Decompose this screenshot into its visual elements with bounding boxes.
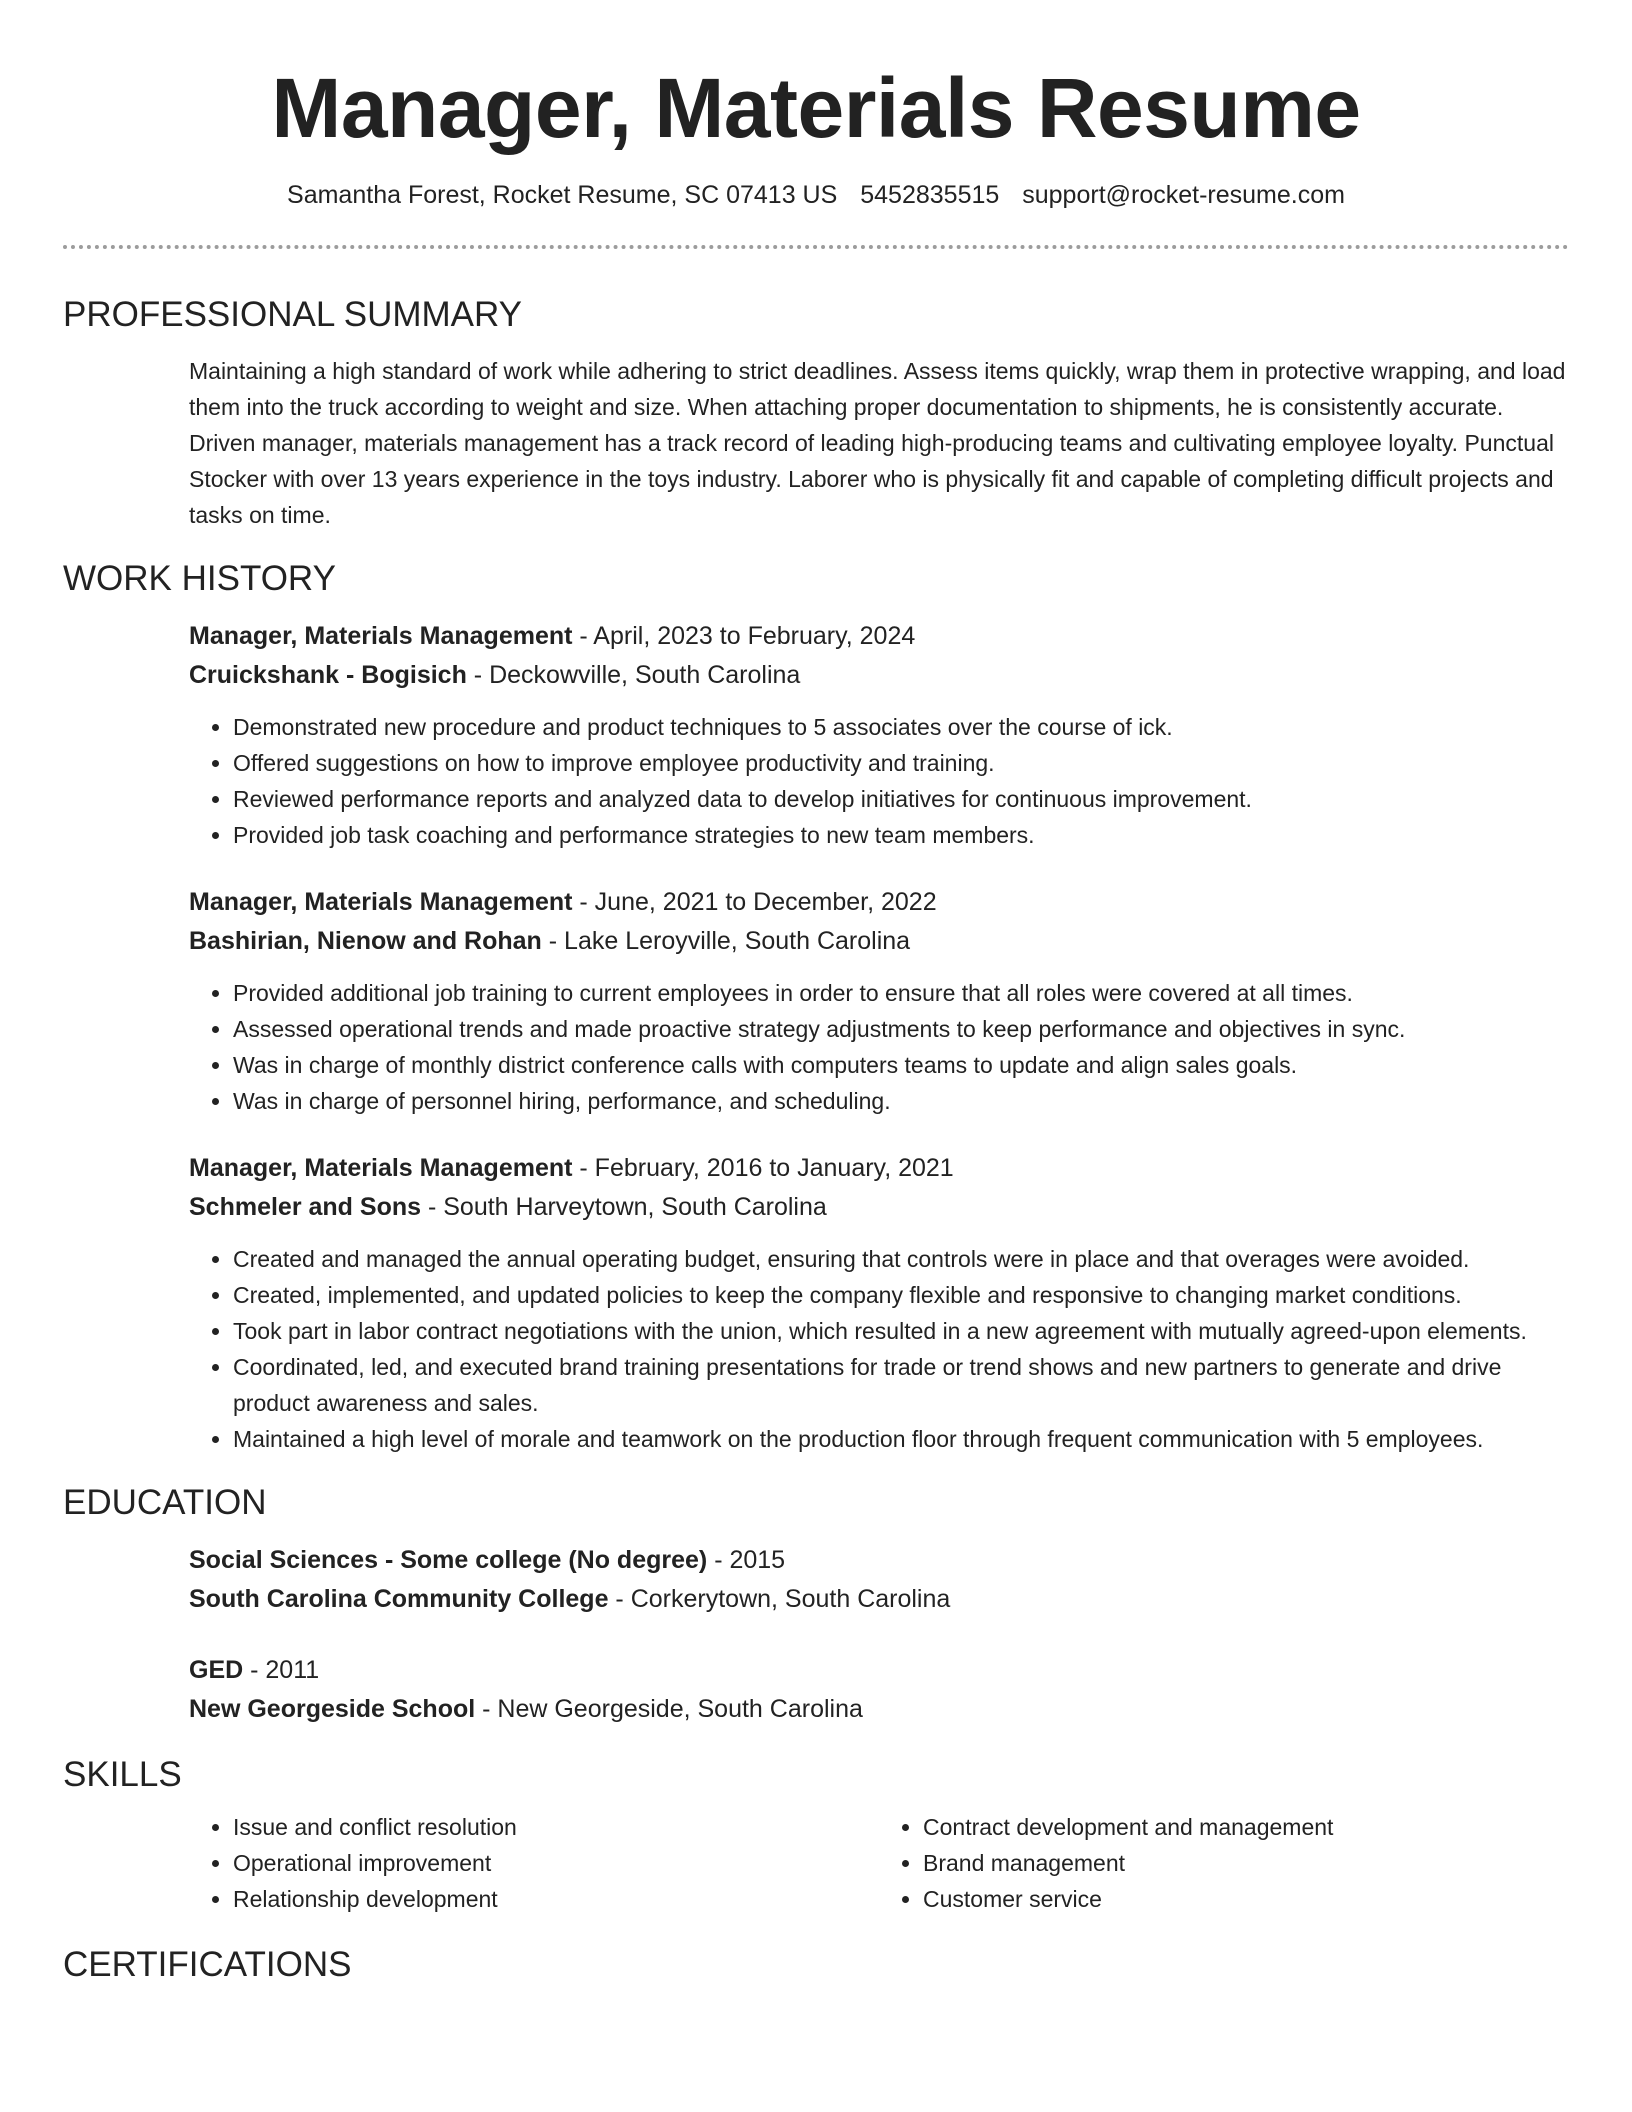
job-location: - Deckowville, South Carolina [466, 661, 801, 689]
list-item: • Assessed operational trends and made proactive strategy adjustments to keep performance and objectives in sync. [233, 1011, 1569, 1047]
page-title: Manager, Materials Resume [271, 61, 1361, 155]
education-entry [189, 1541, 1569, 1619]
school: South Carolina Community College [189, 1585, 609, 1613]
job-bullets [189, 1241, 1569, 1457]
education-heading: EDUCATION [63, 1483, 267, 1522]
job-company-line [189, 656, 1569, 695]
certifications-heading: CERTIFICATIONS [63, 1945, 352, 1984]
education-entry [189, 1651, 1569, 1729]
job-title: Manager, Materials Management [189, 888, 573, 916]
job-title-line [189, 1149, 1569, 1188]
job-bullets [189, 709, 1569, 853]
list-item: • Coordinated, led, and executed brand training presentations for trade or trend shows and new partners to generate and drive product awareness and sales. [233, 1349, 1569, 1421]
list-item: • Provided additional job training to current employees in order to ensure that all roles were covered at all times. [233, 975, 1569, 1011]
degree: GED [189, 1656, 244, 1684]
summary-heading: PROFESSIONAL SUMMARY [63, 295, 522, 334]
list-item: • Contract development and management [923, 1809, 1569, 1845]
degree-line [189, 1541, 1569, 1580]
list-item: • Provided job task coaching and performance strategies to new team members. [233, 817, 1569, 853]
school-location: - Corkerytown, South Carolina [608, 1585, 951, 1613]
contact-address: Samantha Forest, Rocket Resume, SC 07413 US [287, 181, 838, 209]
list-item: • Created and managed the annual operating budget, ensuring that controls were in place and that overages were avoided. [233, 1241, 1569, 1277]
list-item: • Took part in labor contract negotiations with the union, which resulted in a new agreement with mutually agreed-upon elements. [233, 1313, 1569, 1349]
job-company: Cruickshank - Bogisich [189, 661, 467, 689]
job-company-line [189, 922, 1569, 961]
list-item: • Was in charge of personnel hiring, performance, and scheduling. [233, 1083, 1569, 1119]
work-history-heading: WORK HISTORY [63, 559, 336, 598]
job-company: Schmeler and Sons [189, 1193, 422, 1221]
skills-list-left [189, 1809, 879, 1917]
job-dates: - February, 2016 to January, 2021 [572, 1154, 954, 1182]
school-location: - New Georgeside, South Carolina [475, 1695, 863, 1723]
list-item: • Maintained a high level of morale and teamwork on the production floor through frequent communication with 5 employees. [233, 1421, 1569, 1457]
job-entry [189, 617, 1569, 853]
summary-text: Maintaining a high standard of work while adhering to strict deadlines. Assess items quickly, wrap them in protective wrapping, and load them into the truck according to weight and size. When attaching proper documentation to shipments, he is consistently accurate. Driven manager, materials management has a track record of leading high-producing teams and cultivating employee loyalty. Punctual Stocker with over 13 years experience in the toys industry. Laborer who is physically fit and capable of completing difficult projects and tasks on time. [189, 358, 1566, 528]
list-item: • Was in charge of monthly district conference calls with computers teams to update and align sales goals. [233, 1047, 1569, 1083]
list-item: • Demonstrated new procedure and product techniques to 5 associates over the course of ick. [233, 709, 1569, 745]
job-entry [189, 883, 1569, 1119]
school-line [189, 1690, 1569, 1729]
list-item: • Created, implemented, and updated policies to keep the company flexible and responsive to changing market conditions. [233, 1277, 1569, 1313]
school-line [189, 1580, 1569, 1619]
job-title: Manager, Materials Management [189, 1154, 573, 1182]
job-dates: - June, 2021 to December, 2022 [572, 888, 937, 916]
school: New Georgeside School [189, 1695, 476, 1723]
job-location: - South Harveytown, South Carolina [421, 1193, 827, 1221]
job-title: Manager, Materials Management [189, 622, 573, 650]
list-item: • Offered suggestions on how to improve employee productivity and training. [233, 745, 1569, 781]
job-company: Bashirian, Nienow and Rohan [189, 927, 542, 955]
job-company-line [189, 1188, 1569, 1227]
list-item: • Brand management [923, 1845, 1569, 1881]
degree-line [189, 1651, 1569, 1690]
contact-line [0, 178, 1632, 212]
summary-section [189, 353, 1569, 533]
contact-email: support@rocket-resume.com [1022, 181, 1345, 209]
contact-phone: 5452835515 [860, 181, 1000, 209]
list-item: • Reviewed performance reports and analyzed data to develop initiatives for continuous improvement. [233, 781, 1569, 817]
job-location: - Lake Leroyville, South Carolina [541, 927, 911, 955]
list-item: • Issue and conflict resolution [233, 1809, 879, 1845]
degree-year: - 2011 [243, 1656, 320, 1684]
job-entry [189, 1149, 1569, 1457]
job-title-line [189, 883, 1569, 922]
header-divider [63, 245, 1569, 249]
degree-year: - 2015 [707, 1546, 786, 1574]
skills-heading: SKILLS [63, 1755, 182, 1794]
skills-section [189, 1809, 1569, 1917]
job-title-line [189, 617, 1569, 656]
job-dates: - April, 2023 to February, 2024 [572, 622, 916, 650]
list-item: • Operational improvement [233, 1845, 879, 1881]
degree: Social Sciences - Some college (No degree) [189, 1546, 708, 1574]
list-item: • Relationship development [233, 1881, 879, 1917]
job-bullets [189, 975, 1569, 1119]
list-item: • Customer service [923, 1881, 1569, 1917]
skills-list-right [879, 1809, 1569, 1917]
